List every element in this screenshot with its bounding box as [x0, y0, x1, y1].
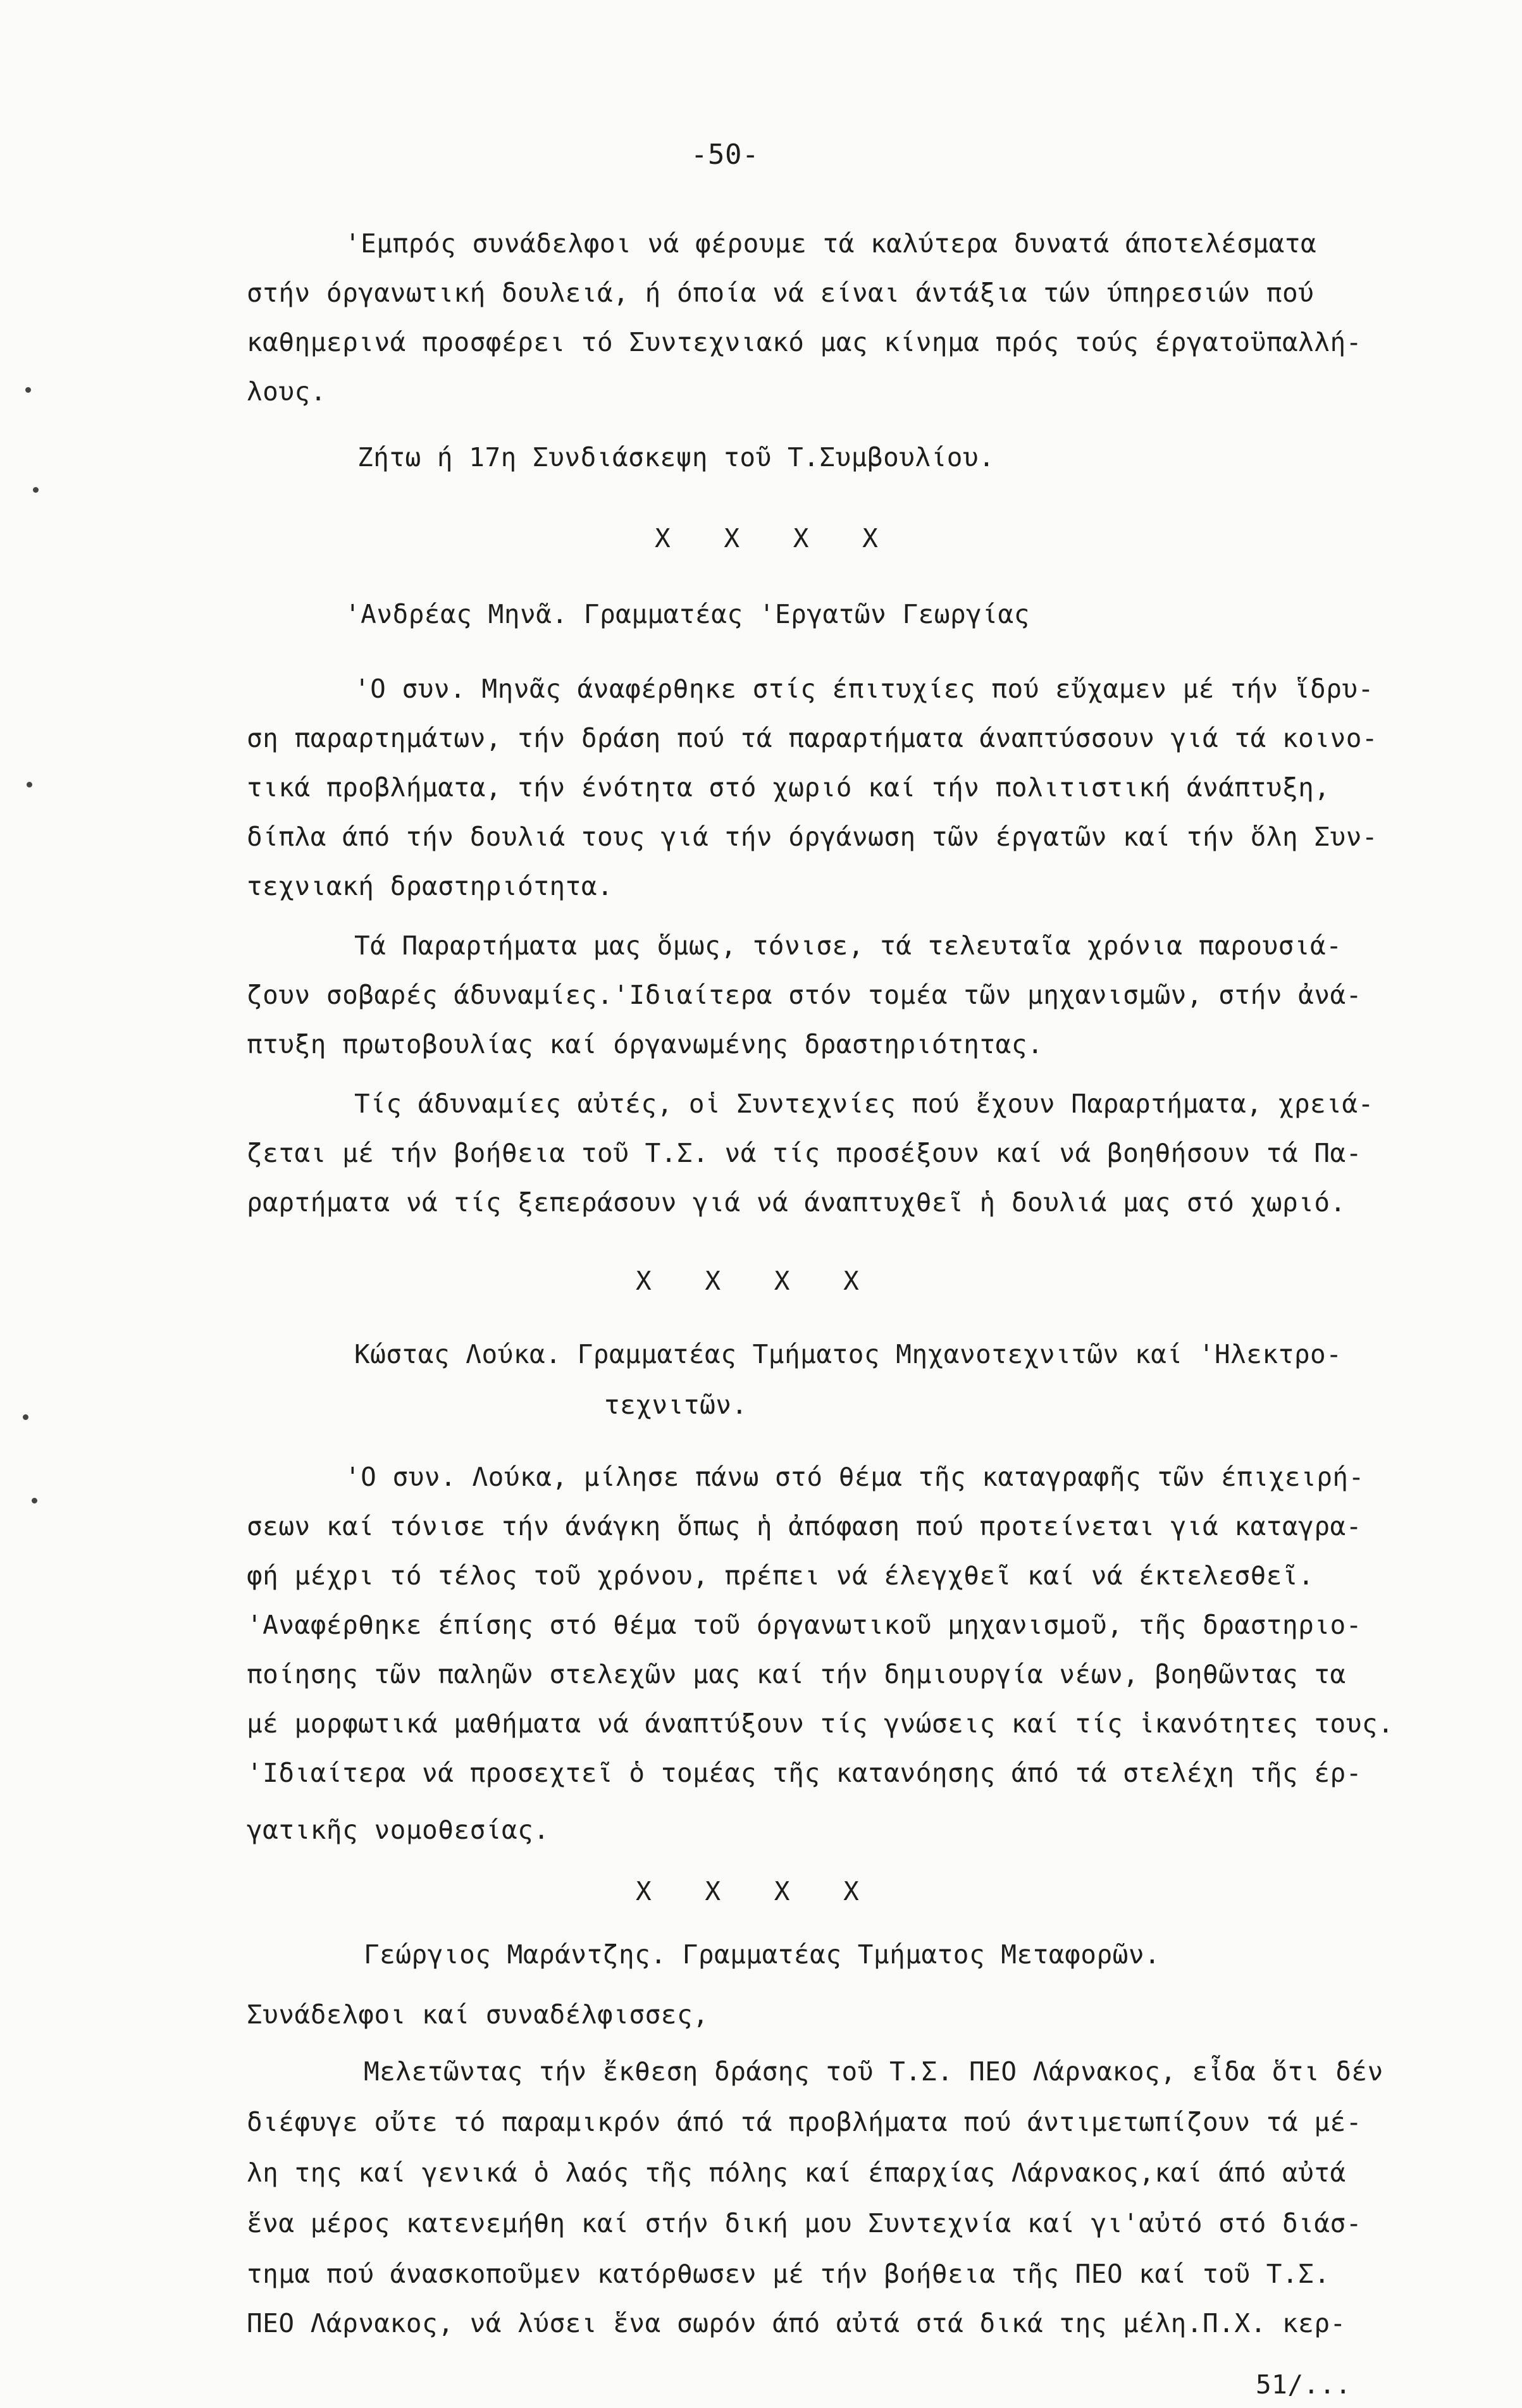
section-separator: X X X X [636, 1876, 878, 1906]
scan-speck [32, 1498, 37, 1503]
text-line: διέφυγε οὔτε τό παραμικρόν άπό τά προβλήματα πού άντιμετωπίζουν τά μέ- [247, 2107, 1362, 2137]
text-line: μέ μορφωτικά μαθήματα νά άναπτύξουν τίς γνώσεις καί τίς ἱκανότητες τους. [247, 1708, 1394, 1739]
text-line: 'Εμπρός συνάδελφοι νά φέρουμε τά καλύτερα δυνατά άποτελέσματα [345, 228, 1317, 259]
text-line: Μελετῶντας τήν ἔκθεση δράσης τοῦ Τ.Σ. ΠΕΟ Λάρνακος, εἶδα ὅτι δέν [364, 2056, 1383, 2087]
text-line: Συνάδελφοι καί συναδέλφισσες, [247, 1999, 709, 2030]
speaker-heading: 'Ανδρέας Μηνᾶ. Γραμματέας 'Εργατῶν Γεωργίας [345, 599, 1030, 629]
text-line: Ζήτω ή 17η Συνδιάσκεψη τοῦ Τ.Συμβουλίου. [357, 442, 995, 472]
continuation-marker: 51/... [1256, 2369, 1352, 2400]
section-separator: X X X X [655, 523, 897, 553]
text-line: ποίησης τῶν παληῶν στελεχῶν μας καί τήν δημιουργία νέων, βοηθῶντας τα [247, 1659, 1346, 1689]
scan-speck [33, 487, 39, 493]
text-line: τικά προβλήματα, τήν ένότητα στό χωριό καί τήν πολιτιστική άνάπτυξη, [247, 772, 1330, 803]
scan-speck [27, 782, 32, 787]
text-line: ἕνα μέρος κατενεμήθη καί στήν δική μου Συντεχνία καί γι'αὐτό στό διάσ- [247, 2208, 1362, 2238]
text-line: λη της καί γενικά ὁ λαός τῆς πόλης καί έπαρχίας Λάρνακος,καί άπό αὐτά [247, 2158, 1346, 2188]
text-line: τημα πού άνασκοποῦμεν κατόρθωσεν μέ τήν βοήθεια τῆς ΠΕΟ καί τοῦ Τ.Σ. [247, 2259, 1330, 2289]
text-line: ζεται μέ τήν βοήθεια τοῦ Τ.Σ. νά τίς προσέξουν καί νά βοηθήσουν τά Πα- [247, 1138, 1362, 1168]
text-line: Τά Παραρτήματα μας ὅμως, τόνισε, τά τελευταῖα χρόνια παρουσιά- [354, 930, 1342, 961]
text-line: γατικῆς νομοθεσίας. [247, 1815, 550, 1845]
text-line: δίπλα άπό τήν δουλιά τους γιά τήν όργάνωση τῶν έργατῶν καί τήν ὅλη Συν- [247, 822, 1378, 852]
speaker-heading: Κώστας Λούκα. Γραμματέας Τμήματος Μηχανοτεχνιτῶν καί 'Ηλεκτρο- [354, 1339, 1342, 1369]
speaker-heading: Γεώργιος Μαράντζης. Γραμματέας Τμήματος Μεταφορῶν. [364, 1939, 1161, 1970]
text-line: ση παραρτημάτων, τήν δράση πού τά παραρτήματα άναπτύσσουν γιά τά κοινο- [247, 723, 1378, 753]
text-line: καθημερινά προσφέρει τό Συντεχνιακό μας κίνημα πρός τούς έργατοϋπαλλή- [247, 327, 1362, 357]
text-line: ζουν σοβαρές άδυναμίες.'Ιδιαίτερα στόν τομέα τῶν μηχανισμῶν, στήν ἀνά- [247, 980, 1362, 1010]
text-line: πτυξη πρωτοβουλίας καί όργανωμένης δραστηριότητας. [247, 1029, 1044, 1059]
text-line: σεων καί τόνισε τήν άνάγκη ὅπως ἡ ἀπόφαση πού προτείνεται γιά καταγρα- [247, 1511, 1362, 1541]
text-line: 'Ιδιαίτερα νά προσεχτεῖ ὁ τομέας τῆς κατανόησης άπό τά στελέχη τῆς έρ- [247, 1758, 1362, 1788]
text-line: 'Ο συν. Λούκα, μίλησε πάνω στό θέμα τῆς καταγραφῆς τῶν έπιχειρή- [345, 1462, 1364, 1492]
text-line: τεχνιακή δραστηριότητα. [247, 871, 614, 901]
text-line: 'Αναφέρθηκε έπίσης στό θέμα τοῦ όργανωτικοῦ μηχανισμοῦ, τῆς δραστηριο- [247, 1610, 1362, 1640]
text-line: στήν όργανωτική δουλειά, ή όποία νά είναι άντάξια τών ύπηρεσιών πού [247, 278, 1315, 308]
text-line: Τίς άδυναμίες αὐτές, οἱ Συντεχνίες πού ἔχουν Παραρτήματα, χρειά- [354, 1089, 1374, 1119]
text-line: 'Ο συν. Μηνᾶς άναφέρθηκε στίς έπιτυχίες πού εὔχαμεν μέ τήν ἵδρυ- [354, 674, 1374, 704]
scan-speck [25, 387, 31, 393]
section-separator: X X X X [636, 1266, 878, 1296]
text-line: φή μέχρι τό τέλος τοῦ χρόνου, πρέπει νά έλεγχθεῖ καί νά έκτελεσθεῖ. [247, 1560, 1315, 1591]
text-line: λους. [247, 376, 326, 407]
text-line: ραρτήματα νά τίς ξεπεράσουν γιά νά άναπτυχθεῖ ἡ δουλιά μας στό χωριό. [247, 1187, 1346, 1218]
text-line: ΠΕΟ Λάρνακος, νά λύσει ἕνα σωρόν άπό αὐτά στά δικά της μέλη.Π.Χ. κερ- [247, 2308, 1346, 2338]
scan-speck [23, 1414, 28, 1420]
speaker-heading: τεχνιτῶν. [604, 1390, 748, 1420]
page-number: -50- [691, 139, 759, 171]
